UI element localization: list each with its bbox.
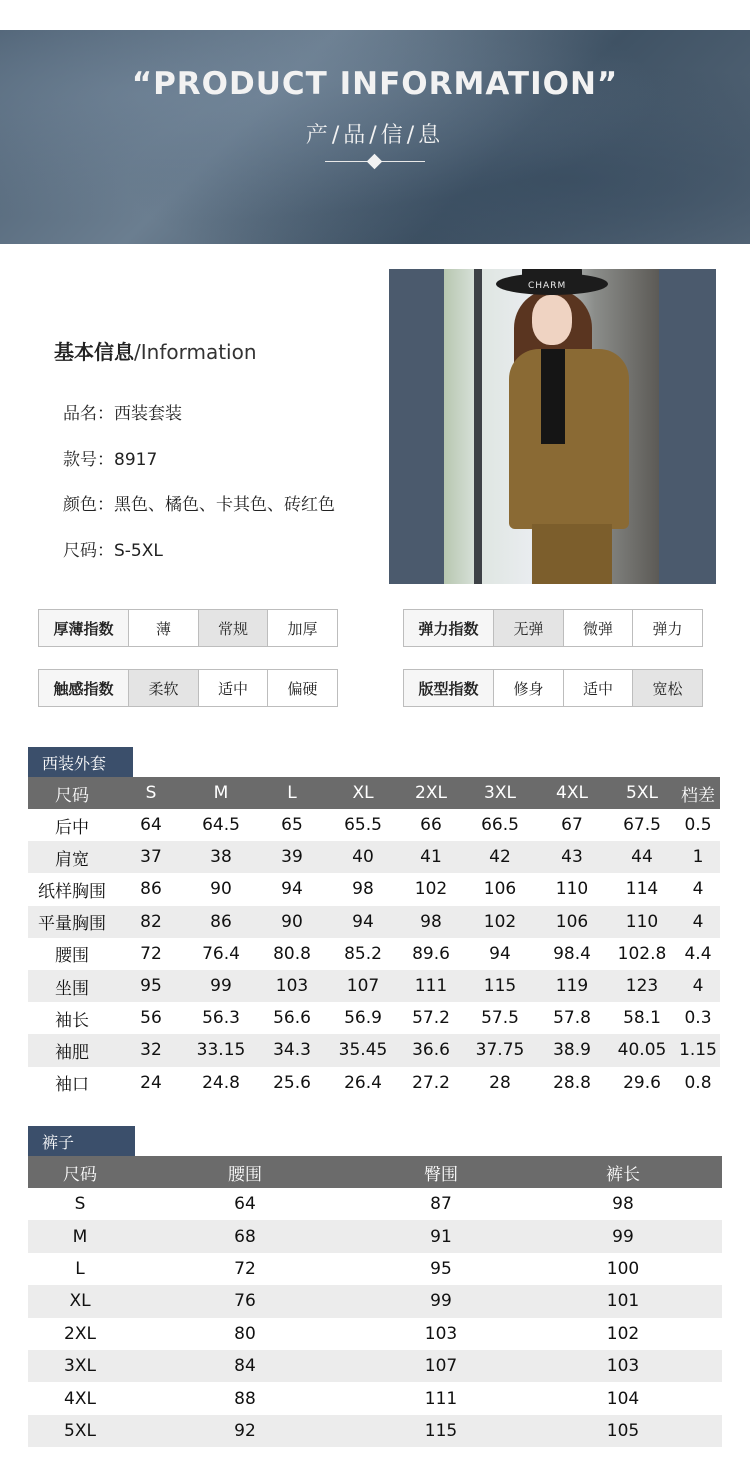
pants-cell: 99: [524, 1220, 722, 1252]
pants-cell: 64: [132, 1188, 358, 1220]
jacket-cell: 65.5: [328, 809, 398, 841]
jacket-cell: 0.8: [676, 1067, 720, 1099]
jacket-cell: 98: [398, 906, 464, 938]
jacket-cell: 86: [116, 873, 186, 905]
info-product-name: 品名：西装套装: [63, 404, 182, 424]
jacket-row-label: 后中: [28, 809, 116, 841]
table-row: [28, 906, 720, 938]
jacket-cell: 67.5: [608, 809, 676, 841]
jacket-cell: 110: [536, 873, 608, 905]
attr-label: 触感指数: [39, 670, 129, 706]
jacket-cell: 28.8: [536, 1067, 608, 1099]
model-trousers: [532, 524, 612, 584]
jacket-cell: 34.3: [256, 1034, 328, 1066]
table-row: [28, 1350, 722, 1382]
jacket-section-tab: 西装外套: [28, 747, 133, 777]
jacket-cell: 66.5: [464, 809, 536, 841]
table-row: [28, 1220, 722, 1252]
pants-cell: 87: [358, 1188, 524, 1220]
jacket-cell: 37.75: [464, 1034, 536, 1066]
door-frame: [474, 269, 482, 584]
table-row: [28, 1034, 720, 1066]
pants-cell: 68: [132, 1220, 358, 1252]
model-face: [532, 295, 572, 345]
pants-row-label: 2XL: [28, 1318, 132, 1350]
jacket-header-cell: 3XL: [464, 777, 536, 809]
jacket-cell: 85.2: [328, 938, 398, 970]
jacket-cell: 42: [464, 841, 536, 873]
banner-title: “PRODUCT INFORMATION”: [131, 66, 619, 102]
jacket-header-cell: 5XL: [608, 777, 676, 809]
attr-option-selected: 柔软: [129, 670, 199, 706]
jacket-cell: 58.1: [608, 1002, 676, 1034]
jacket-cell: 103: [256, 970, 328, 1002]
pants-row-label: S: [28, 1188, 132, 1220]
table-row: [28, 873, 720, 905]
jacket-header-cell: S: [116, 777, 186, 809]
jacket-cell: 119: [536, 970, 608, 1002]
attr-option: 偏硬: [287, 679, 318, 698]
photo-background: [444, 269, 659, 584]
pants-size-table: [28, 1156, 722, 1447]
attr-fit: [403, 669, 703, 707]
jacket-header-cell: 2XL: [398, 777, 464, 809]
table-row: [28, 1382, 722, 1414]
pants-cell: 95: [358, 1253, 524, 1285]
jacket-cell: 94: [464, 938, 536, 970]
jacket-cell: 57.5: [464, 1002, 536, 1034]
jacket-cell: 102: [398, 873, 464, 905]
pants-cell: 103: [358, 1318, 524, 1350]
jacket-header-cell: 4XL: [536, 777, 608, 809]
pants-cell: 84: [132, 1350, 358, 1382]
jacket-row-label: 腰围: [28, 938, 116, 970]
jacket-cell: 94: [328, 906, 398, 938]
jacket-cell: 76.4: [186, 938, 256, 970]
jacket-row-label: 坐围: [28, 970, 116, 1002]
pants-cell: 103: [524, 1350, 722, 1382]
attr-label: 厚薄指数: [39, 610, 129, 646]
info-heading: [54, 336, 257, 365]
jacket-cell: 24: [116, 1067, 186, 1099]
table-row: [28, 1188, 722, 1220]
banner-subtitle: 产/品/信/息: [305, 123, 445, 148]
pants-row-label: L: [28, 1253, 132, 1285]
jacket-cell: 4: [676, 970, 720, 1002]
jacket-cell: 115: [464, 970, 536, 1002]
jacket-cell: 106: [464, 873, 536, 905]
attr-option-selected: 宽松: [633, 670, 702, 706]
jacket-cell: 66: [398, 809, 464, 841]
pants-cell: 72: [132, 1253, 358, 1285]
jacket-header-row: [28, 777, 720, 809]
pants-cell: 80: [132, 1318, 358, 1350]
jacket-cell: 86: [186, 906, 256, 938]
jacket-cell: 28: [464, 1067, 536, 1099]
info-style-number: 款号：8917: [63, 450, 158, 470]
jacket-row-label: 平量胸围: [28, 906, 116, 938]
jacket-cell: 72: [116, 938, 186, 970]
pants-cell: 107: [358, 1350, 524, 1382]
attr-label: 版型指数: [404, 670, 494, 706]
pants-row-label: 4XL: [28, 1382, 132, 1414]
jacket-cell: 26.4: [328, 1067, 398, 1099]
jacket-cell: 65: [256, 809, 328, 841]
table-row: [28, 1002, 720, 1034]
jacket-cell: 56.3: [186, 1002, 256, 1034]
jacket-cell: 1.15: [676, 1034, 720, 1066]
info-heading-cn: 基本信息: [54, 340, 134, 364]
pants-cell: 102: [524, 1318, 722, 1350]
pants-row-label: 5XL: [28, 1415, 132, 1447]
attr-option: 适中: [199, 670, 268, 706]
jacket-cell: 98.4: [536, 938, 608, 970]
model-shirt: [541, 349, 565, 444]
jacket-cell: 1: [676, 841, 720, 873]
model-blazer: [509, 349, 629, 529]
attr-option: 适中: [564, 670, 633, 706]
jacket-cell: 57.2: [398, 1002, 464, 1034]
jacket-header-cell: L: [256, 777, 328, 809]
jacket-cell: 39: [256, 841, 328, 873]
table-row: [28, 1415, 722, 1447]
attr-label: 弹力指数: [404, 610, 494, 646]
jacket-cell: 57.8: [536, 1002, 608, 1034]
jacket-cell: 29.6: [608, 1067, 676, 1099]
jacket-cell: 102.8: [608, 938, 676, 970]
info-sizes: 尺码：S-5XL: [63, 541, 163, 561]
attr-option: 加厚: [287, 619, 318, 638]
pants-cell: 88: [132, 1382, 358, 1414]
table-row: [28, 1067, 720, 1099]
jacket-cell: 82: [116, 906, 186, 938]
jacket-cell: 4: [676, 873, 720, 905]
jacket-cell: 32: [116, 1034, 186, 1066]
jacket-cell: 67: [536, 809, 608, 841]
attr-thickness: [38, 609, 338, 647]
jacket-cell: 25.6: [256, 1067, 328, 1099]
jacket-cell: 107: [328, 970, 398, 1002]
pants-cell: 101: [524, 1285, 722, 1317]
jacket-cell: 4: [676, 906, 720, 938]
jacket-cell: 37: [116, 841, 186, 873]
jacket-cell: 27.2: [398, 1067, 464, 1099]
jacket-cell: 110: [608, 906, 676, 938]
pants-cell: 115: [358, 1415, 524, 1447]
attr-elasticity: [403, 609, 703, 647]
jacket-cell: 33.15: [186, 1034, 256, 1066]
attr-option: 薄: [129, 610, 199, 646]
jacket-cell: 38: [186, 841, 256, 873]
table-row: [28, 970, 720, 1002]
jacket-cell: 89.6: [398, 938, 464, 970]
pants-cell: 104: [524, 1382, 722, 1414]
table-row: [28, 1285, 722, 1317]
jacket-row-label: 纸样胸围: [28, 873, 116, 905]
table-row: [28, 938, 720, 970]
jacket-cell: 43: [536, 841, 608, 873]
info-colors: 颜色：黑色、橘色、卡其色、砖红色: [63, 495, 335, 515]
product-photo: [389, 269, 716, 584]
jacket-row-label: 肩宽: [28, 841, 116, 873]
table-row: [28, 809, 720, 841]
jacket-cell: 35.45: [328, 1034, 398, 1066]
jacket-cell: 36.6: [398, 1034, 464, 1066]
jacket-cell: 0.3: [676, 1002, 720, 1034]
info-heading-en: /Information: [134, 340, 257, 364]
pants-row-label: 3XL: [28, 1350, 132, 1382]
jacket-header-cell: 尺码: [28, 777, 116, 809]
table-row: [28, 1318, 722, 1350]
jacket-row-label: 袖肥: [28, 1034, 116, 1066]
jacket-cell: 38.9: [536, 1034, 608, 1066]
diamond-icon: [367, 154, 383, 170]
pants-cell: 111: [358, 1382, 524, 1414]
pants-cell: 99: [358, 1285, 524, 1317]
attr-option-selected: 无弹: [494, 610, 564, 646]
pants-row-label: M: [28, 1220, 132, 1252]
jacket-cell: 56.9: [328, 1002, 398, 1034]
jacket-header-cell: 档差: [676, 777, 720, 809]
jacket-cell: 0.5: [676, 809, 720, 841]
jacket-header-cell: XL: [328, 777, 398, 809]
jacket-cell: 24.8: [186, 1067, 256, 1099]
pants-header-cell: 尺码: [28, 1156, 132, 1188]
jacket-size-table: [28, 777, 720, 1099]
pants-header-row: [28, 1156, 722, 1188]
attr-option-selected: 常规: [199, 610, 268, 646]
product-info-banner: [0, 30, 750, 244]
pants-section-tab: 裤子: [28, 1126, 135, 1156]
jacket-cell: 56: [116, 1002, 186, 1034]
pants-cell: 91: [358, 1220, 524, 1252]
pants-cell: 76: [132, 1285, 358, 1317]
jacket-cell: 44: [608, 841, 676, 873]
jacket-header-cell: M: [186, 777, 256, 809]
jacket-cell: 99: [186, 970, 256, 1002]
pants-header-cell: 腰围: [132, 1156, 358, 1188]
hat-band-text: CHARM: [528, 281, 567, 291]
attr-option: 修身: [494, 670, 564, 706]
jacket-cell: 106: [536, 906, 608, 938]
pants-cell: 105: [524, 1415, 722, 1447]
jacket-cell: 64: [116, 809, 186, 841]
pants-cell: 100: [524, 1253, 722, 1285]
jacket-cell: 123: [608, 970, 676, 1002]
jacket-cell: 40.05: [608, 1034, 676, 1066]
jacket-cell: 114: [608, 873, 676, 905]
table-row: [28, 1253, 722, 1285]
attr-touch: [38, 669, 338, 707]
jacket-cell: 64.5: [186, 809, 256, 841]
jacket-cell: 95: [116, 970, 186, 1002]
jacket-cell: 4.4: [676, 938, 720, 970]
pants-cell: 98: [524, 1188, 722, 1220]
jacket-cell: 98: [328, 873, 398, 905]
jacket-cell: 41: [398, 841, 464, 873]
table-row: [28, 841, 720, 873]
jacket-cell: 111: [398, 970, 464, 1002]
attr-option: 弹力: [652, 619, 683, 638]
jacket-cell: 102: [464, 906, 536, 938]
jacket-cell: 90: [256, 906, 328, 938]
jacket-cell: 80.8: [256, 938, 328, 970]
jacket-row-label: 袖长: [28, 1002, 116, 1034]
jacket-cell: 40: [328, 841, 398, 873]
pants-header-cell: 臀围: [358, 1156, 524, 1188]
jacket-cell: 56.6: [256, 1002, 328, 1034]
jacket-cell: 90: [186, 873, 256, 905]
pants-header-cell: 裤长: [524, 1156, 722, 1188]
attr-option: 微弹: [564, 610, 633, 646]
pants-row-label: XL: [28, 1285, 132, 1317]
jacket-cell: 94: [256, 873, 328, 905]
pants-cell: 92: [132, 1415, 358, 1447]
jacket-row-label: 袖口: [28, 1067, 116, 1099]
